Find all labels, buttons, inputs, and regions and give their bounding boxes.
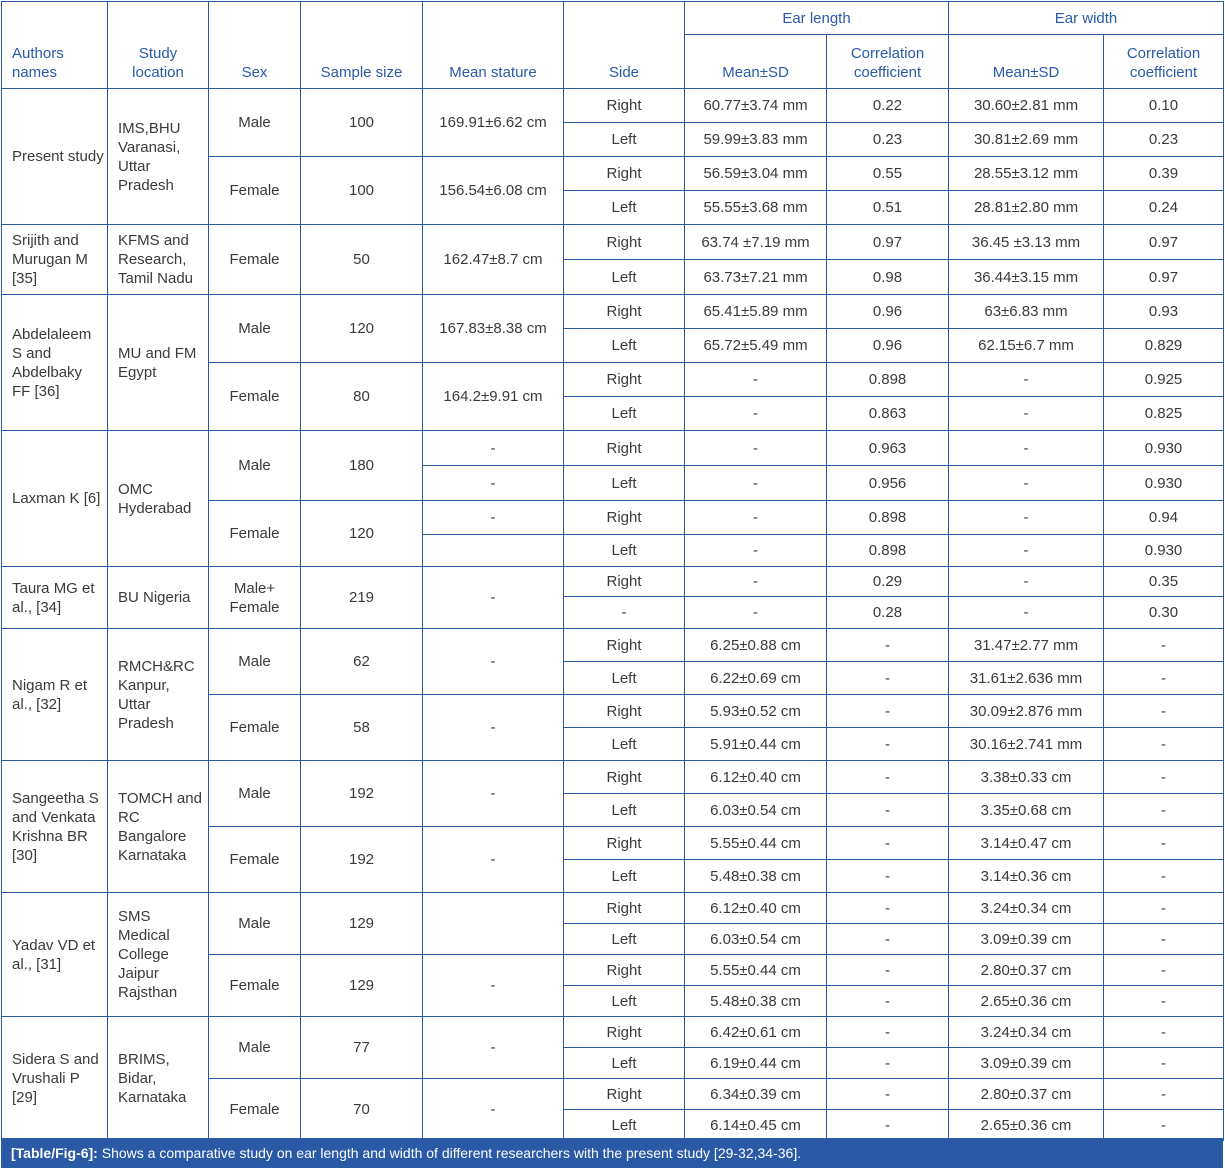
header-side: Side <box>564 2 685 89</box>
ear-width-mean-cell: - <box>949 501 1104 535</box>
sex-cell: Female <box>209 501 301 567</box>
side-cell: Right <box>564 955 685 986</box>
sex-cell: Female <box>209 1079 301 1141</box>
side-cell: Right <box>564 1079 685 1110</box>
location-cell: OMC Hyderabad <box>108 431 209 567</box>
ear-length-mean-cell: - <box>685 466 827 501</box>
ear-width-correlation-cell: 0.97 <box>1104 225 1224 260</box>
mean-stature-cell: - <box>423 567 564 629</box>
ear-length-mean-cell: 5.55±0.44 cm <box>685 955 827 986</box>
side-cell: Right <box>564 363 685 397</box>
ear-width-mean-cell: 28.55±3.12 mm <box>949 157 1104 191</box>
sample-size-cell: 58 <box>301 695 423 761</box>
ear-width-mean-cell: 30.16±2.741 mm <box>949 728 1104 761</box>
ear-width-mean-cell: 3.24±0.34 cm <box>949 893 1104 924</box>
ear-width-correlation-cell: 0.24 <box>1104 191 1224 225</box>
ear-length-correlation-cell: - <box>827 695 949 728</box>
ear-length-correlation-cell: - <box>827 1079 949 1110</box>
ear-width-mean-cell: 2.65±0.36 cm <box>949 1110 1104 1141</box>
ear-width-correlation-cell: - <box>1104 924 1224 955</box>
ear-width-mean-cell: 30.09±2.876 mm <box>949 695 1104 728</box>
author-cell: Nigam R et al., [32] <box>2 629 108 761</box>
author-cell: Laxman K [6] <box>2 431 108 567</box>
ear-width-correlation-cell: 0.35 <box>1104 567 1224 597</box>
ear-width-mean-cell: - <box>949 431 1104 466</box>
ear-length-correlation-cell: 0.963 <box>827 431 949 466</box>
ear-width-mean-cell: - <box>949 535 1104 567</box>
ear-width-correlation-cell: - <box>1104 695 1224 728</box>
ear-width-correlation-cell: - <box>1104 1048 1224 1079</box>
sample-size-cell: 70 <box>301 1079 423 1141</box>
header-ear-width: Ear width <box>949 2 1224 35</box>
ear-length-correlation-cell: 0.863 <box>827 397 949 431</box>
table-row <box>2 1017 1224 1048</box>
ear-width-correlation-cell: 0.97 <box>1104 260 1224 295</box>
ear-length-mean-cell: 5.55±0.44 cm <box>685 827 827 860</box>
ear-length-mean-cell: 5.48±0.38 cm <box>685 860 827 893</box>
ear-width-correlation-cell: 0.930 <box>1104 431 1224 466</box>
ear-width-mean-cell: 3.14±0.47 cm <box>949 827 1104 860</box>
side-cell: Right <box>564 431 685 466</box>
ear-width-correlation-cell: 0.10 <box>1104 89 1224 123</box>
mean-stature-cell: 156.54±6.08 cm <box>423 157 564 225</box>
ear-width-mean-cell: 3.09±0.39 cm <box>949 924 1104 955</box>
mean-stature-cell: - <box>423 695 564 761</box>
side-cell: Left <box>564 466 685 501</box>
ear-length-correlation-cell: 0.22 <box>827 89 949 123</box>
mean-stature-cell: 167.83±8.38 cm <box>423 295 564 363</box>
sample-size-cell: 129 <box>301 893 423 955</box>
ear-width-correlation-cell: - <box>1104 986 1224 1017</box>
ear-length-mean-cell: 56.59±3.04 mm <box>685 157 827 191</box>
sex-cell: Male <box>209 1017 301 1079</box>
ear-length-correlation-cell: 0.51 <box>827 191 949 225</box>
header-authors: Authors names <box>2 2 108 89</box>
sex-cell: Female <box>209 363 301 431</box>
ear-length-correlation-cell: 0.55 <box>827 157 949 191</box>
mean-stature-cell: - <box>423 629 564 695</box>
mean-stature-cell: - <box>423 761 564 827</box>
ear-width-correlation-cell: 0.930 <box>1104 466 1224 501</box>
ear-width-mean-cell: - <box>949 363 1104 397</box>
ear-width-mean-cell: 3.14±0.36 cm <box>949 860 1104 893</box>
side-cell: Left <box>564 260 685 295</box>
ear-width-correlation-cell: - <box>1104 629 1224 662</box>
ear-width-correlation-cell: 0.925 <box>1104 363 1224 397</box>
header-sample-size: Sample size <box>301 2 423 89</box>
ear-width-mean-cell: 31.61±2.636 mm <box>949 662 1104 695</box>
ear-length-correlation-cell: - <box>827 924 949 955</box>
ear-width-mean-cell: 3.38±0.33 cm <box>949 761 1104 794</box>
ear-length-mean-cell: 6.34±0.39 cm <box>685 1079 827 1110</box>
side-cell: Left <box>564 662 685 695</box>
header-ear-length: Ear length <box>685 2 949 35</box>
sample-size-cell: 50 <box>301 225 423 295</box>
ear-length-mean-cell: - <box>685 567 827 597</box>
author-cell: Taura MG et al., [34] <box>2 567 108 629</box>
table-caption <box>1 1138 1223 1168</box>
ear-width-mean-cell: 3.09±0.39 cm <box>949 1048 1104 1079</box>
side-cell: Left <box>564 535 685 567</box>
sex-cell: Female <box>209 157 301 225</box>
sample-size-cell: 192 <box>301 827 423 893</box>
caption-text: Shows a comparative study on ear length and width of different researchers with the present study [29-32,34-36]. <box>101 1145 802 1161</box>
ear-length-mean-cell: 5.48±0.38 cm <box>685 986 827 1017</box>
sex-cell: Male <box>209 295 301 363</box>
ear-length-correlation-cell: - <box>827 1017 949 1048</box>
location-cell: BU Nigeria <box>108 567 209 629</box>
table-row <box>2 893 1224 924</box>
table-row <box>2 295 1224 329</box>
ear-length-correlation-cell: 0.898 <box>827 501 949 535</box>
ear-width-mean-cell: 2.65±0.36 cm <box>949 986 1104 1017</box>
sex-cell: Male+ Female <box>209 567 301 629</box>
ear-length-mean-cell: 65.72±5.49 mm <box>685 329 827 363</box>
author-cell: Sidera S and Vrushali P [29] <box>2 1017 108 1141</box>
ear-length-correlation-cell: - <box>827 827 949 860</box>
ear-length-correlation-cell: 0.96 <box>827 295 949 329</box>
ear-length-mean-cell: - <box>685 535 827 567</box>
ear-length-correlation-cell: 0.23 <box>827 123 949 157</box>
ear-length-correlation-cell: 0.97 <box>827 225 949 260</box>
sample-size-cell: 120 <box>301 295 423 363</box>
ear-length-correlation-cell: - <box>827 728 949 761</box>
ear-length-mean-cell: 6.12±0.40 cm <box>685 761 827 794</box>
header-ear-length-correlation: Correlation coefficient <box>827 35 949 89</box>
mean-stature-cell: 162.47±8.7 cm <box>423 225 564 295</box>
ear-length-correlation-cell: - <box>827 1110 949 1141</box>
sex-cell: Male <box>209 893 301 955</box>
location-cell: RMCH&RC Kanpur, Uttar Pradesh <box>108 629 209 761</box>
author-cell: Abdelaleem S and Abdelbaky FF [36] <box>2 295 108 431</box>
ear-width-correlation-cell: 0.829 <box>1104 329 1224 363</box>
ear-width-mean-cell: - <box>949 567 1104 597</box>
ear-length-mean-cell: 6.25±0.88 cm <box>685 629 827 662</box>
author-cell: Yadav VD et al., [31] <box>2 893 108 1017</box>
location-cell: TOMCH and RC Bangalore Karnataka <box>108 761 209 893</box>
side-cell: Right <box>564 89 685 123</box>
sex-cell: Male <box>209 89 301 157</box>
table-row <box>2 225 1224 260</box>
sample-size-cell: 100 <box>301 89 423 157</box>
sample-size-cell: 120 <box>301 501 423 567</box>
ear-width-correlation-cell: 0.30 <box>1104 597 1224 629</box>
ear-length-correlation-cell: 0.898 <box>827 363 949 397</box>
mean-stature-cell: - <box>423 501 564 535</box>
ear-length-mean-cell: 6.14±0.45 cm <box>685 1110 827 1141</box>
mean-stature-cell <box>423 893 564 955</box>
ear-length-mean-cell: 55.55±3.68 mm <box>685 191 827 225</box>
ear-width-mean-cell: 36.44±3.15 mm <box>949 260 1104 295</box>
side-cell: Left <box>564 986 685 1017</box>
ear-width-correlation-cell: - <box>1104 955 1224 986</box>
ear-length-mean-cell: - <box>685 397 827 431</box>
side-cell: Right <box>564 1017 685 1048</box>
ear-length-correlation-cell: 0.898 <box>827 535 949 567</box>
sex-cell: Male <box>209 629 301 695</box>
location-cell: SMS Medical College Jaipur Rajsthan <box>108 893 209 1017</box>
sample-size-cell: 219 <box>301 567 423 629</box>
ear-length-correlation-cell: - <box>827 986 949 1017</box>
ear-length-mean-cell: - <box>685 363 827 397</box>
side-cell: - <box>564 597 685 629</box>
ear-width-correlation-cell: 0.93 <box>1104 295 1224 329</box>
ear-width-correlation-cell: - <box>1104 860 1224 893</box>
ear-width-mean-cell: 31.47±2.77 mm <box>949 629 1104 662</box>
header-study-location: Study location <box>108 2 209 89</box>
sex-cell: Female <box>209 695 301 761</box>
mean-stature-cell: - <box>423 827 564 893</box>
ear-length-mean-cell: - <box>685 431 827 466</box>
mean-stature-cell: 169.91±6.62 cm <box>423 89 564 157</box>
sample-size-cell: 100 <box>301 157 423 225</box>
ear-length-correlation-cell: 0.29 <box>827 567 949 597</box>
ear-width-mean-cell: 3.35±0.68 cm <box>949 794 1104 827</box>
ear-width-mean-cell: 30.81±2.69 mm <box>949 123 1104 157</box>
sex-cell: Female <box>209 955 301 1017</box>
ear-width-mean-cell: 30.60±2.81 mm <box>949 89 1104 123</box>
ear-width-correlation-cell: 0.39 <box>1104 157 1224 191</box>
side-cell: Left <box>564 1110 685 1141</box>
side-cell: Right <box>564 225 685 260</box>
sample-size-cell: 80 <box>301 363 423 431</box>
sample-size-cell: 192 <box>301 761 423 827</box>
table-row <box>2 629 1224 662</box>
mean-stature-cell: - <box>423 466 564 501</box>
ear-width-correlation-cell: - <box>1104 1079 1224 1110</box>
sample-size-cell: 77 <box>301 1017 423 1079</box>
ear-length-correlation-cell: 0.96 <box>827 329 949 363</box>
ear-length-correlation-cell: - <box>827 629 949 662</box>
side-cell: Left <box>564 924 685 955</box>
ear-length-mean-cell: 5.91±0.44 cm <box>685 728 827 761</box>
author-cell: Present study <box>2 89 108 225</box>
side-cell: Right <box>564 629 685 662</box>
header-ear-width-mean-sd: Mean±SD <box>949 35 1104 89</box>
header-ear-length-mean-sd: Mean±SD <box>685 35 827 89</box>
mean-stature-cell: - <box>423 431 564 466</box>
side-cell: Left <box>564 191 685 225</box>
ear-length-correlation-cell: - <box>827 860 949 893</box>
ear-length-mean-cell: 6.03±0.54 cm <box>685 924 827 955</box>
ear-width-correlation-cell: - <box>1104 794 1224 827</box>
ear-width-correlation-cell: - <box>1104 761 1224 794</box>
ear-length-correlation-cell: - <box>827 662 949 695</box>
ear-width-mean-cell: - <box>949 397 1104 431</box>
ear-length-mean-cell: 6.03±0.54 cm <box>685 794 827 827</box>
side-cell: Left <box>564 123 685 157</box>
ear-width-mean-cell: 36.45 ±3.13 mm <box>949 225 1104 260</box>
mean-stature-cell <box>423 535 564 567</box>
header-ear-width-correlation: Correlation coefficient <box>1104 35 1224 89</box>
side-cell: Left <box>564 860 685 893</box>
ear-width-correlation-cell: - <box>1104 893 1224 924</box>
mean-stature-cell: 164.2±9.91 cm <box>423 363 564 431</box>
side-cell: Left <box>564 397 685 431</box>
mean-stature-cell: - <box>423 955 564 1017</box>
sample-size-cell: 62 <box>301 629 423 695</box>
side-cell: Left <box>564 329 685 363</box>
sample-size-cell: 129 <box>301 955 423 1017</box>
ear-length-mean-cell: 5.93±0.52 cm <box>685 695 827 728</box>
side-cell: Left <box>564 728 685 761</box>
side-cell: Right <box>564 695 685 728</box>
sex-cell: Female <box>209 225 301 295</box>
table-row <box>2 431 1224 466</box>
location-cell: IMS,BHU Varanasi, Uttar Pradesh <box>108 89 209 225</box>
ear-width-correlation-cell: 0.23 <box>1104 123 1224 157</box>
ear-length-correlation-cell: - <box>827 893 949 924</box>
ear-length-correlation-cell: 0.28 <box>827 597 949 629</box>
ear-length-mean-cell: 6.19±0.44 cm <box>685 1048 827 1079</box>
side-cell: Right <box>564 501 685 535</box>
ear-width-correlation-cell: - <box>1104 1017 1224 1048</box>
location-cell: MU and FM Egypt <box>108 295 209 431</box>
side-cell: Right <box>564 295 685 329</box>
side-cell: Right <box>564 827 685 860</box>
header-mean-stature: Mean stature <box>423 2 564 89</box>
ear-width-mean-cell: 3.24±0.34 cm <box>949 1017 1104 1048</box>
ear-width-mean-cell: 62.15±6.7 mm <box>949 329 1104 363</box>
mean-stature-cell: - <box>423 1017 564 1079</box>
ear-width-correlation-cell: 0.94 <box>1104 501 1224 535</box>
side-cell: Left <box>564 794 685 827</box>
ear-length-mean-cell: 63.74 ±7.19 mm <box>685 225 827 260</box>
ear-length-mean-cell: - <box>685 597 827 629</box>
ear-width-correlation-cell: - <box>1104 1110 1224 1141</box>
location-cell: BRIMS, Bidar, Karnataka <box>108 1017 209 1141</box>
author-cell: Srijith and Murugan M [35] <box>2 225 108 295</box>
table-row <box>2 567 1224 597</box>
mean-stature-cell: - <box>423 1079 564 1141</box>
table-row <box>2 761 1224 794</box>
ear-width-mean-cell: - <box>949 597 1104 629</box>
ear-length-mean-cell: - <box>685 501 827 535</box>
header-sex: Sex <box>209 2 301 89</box>
side-cell: Right <box>564 157 685 191</box>
side-cell: Right <box>564 893 685 924</box>
ear-length-mean-cell: 6.22±0.69 cm <box>685 662 827 695</box>
ear-width-correlation-cell: - <box>1104 827 1224 860</box>
ear-length-correlation-cell: - <box>827 1048 949 1079</box>
side-cell: Left <box>564 1048 685 1079</box>
ear-length-mean-cell: 63.73±7.21 mm <box>685 260 827 295</box>
side-cell: Right <box>564 761 685 794</box>
ear-length-correlation-cell: - <box>827 955 949 986</box>
ear-width-mean-cell: 28.81±2.80 mm <box>949 191 1104 225</box>
ear-length-correlation-cell: - <box>827 794 949 827</box>
ear-length-mean-cell: 6.12±0.40 cm <box>685 893 827 924</box>
ear-length-mean-cell: 59.99±3.83 mm <box>685 123 827 157</box>
ear-length-mean-cell: 60.77±3.74 mm <box>685 89 827 123</box>
sex-cell: Male <box>209 761 301 827</box>
location-cell: KFMS and Research, Tamil Nadu <box>108 225 209 295</box>
ear-width-correlation-cell: - <box>1104 728 1224 761</box>
ear-length-mean-cell: 65.41±5.89 mm <box>685 295 827 329</box>
ear-width-mean-cell: 2.80±0.37 cm <box>949 1079 1104 1110</box>
ear-width-mean-cell: 2.80±0.37 cm <box>949 955 1104 986</box>
ear-width-correlation-cell: 0.825 <box>1104 397 1224 431</box>
ear-width-mean-cell: - <box>949 466 1104 501</box>
ear-width-mean-cell: 63±6.83 mm <box>949 295 1104 329</box>
table-body <box>2 89 1224 1141</box>
ear-width-correlation-cell: - <box>1104 662 1224 695</box>
side-cell: Right <box>564 567 685 597</box>
ear-length-correlation-cell: 0.98 <box>827 260 949 295</box>
comparison-table <box>1 1 1224 1141</box>
ear-length-mean-cell: 6.42±0.61 cm <box>685 1017 827 1048</box>
sample-size-cell: 180 <box>301 431 423 501</box>
sex-cell: Male <box>209 431 301 501</box>
caption-label: [Table/Fig-6]: <box>11 1145 98 1161</box>
author-cell: Sangeetha S and Venkata Krishna BR [30] <box>2 761 108 893</box>
table-row <box>2 89 1224 123</box>
ear-width-correlation-cell: 0.930 <box>1104 535 1224 567</box>
sex-cell: Female <box>209 827 301 893</box>
ear-length-correlation-cell: 0.956 <box>827 466 949 501</box>
ear-length-correlation-cell: - <box>827 761 949 794</box>
